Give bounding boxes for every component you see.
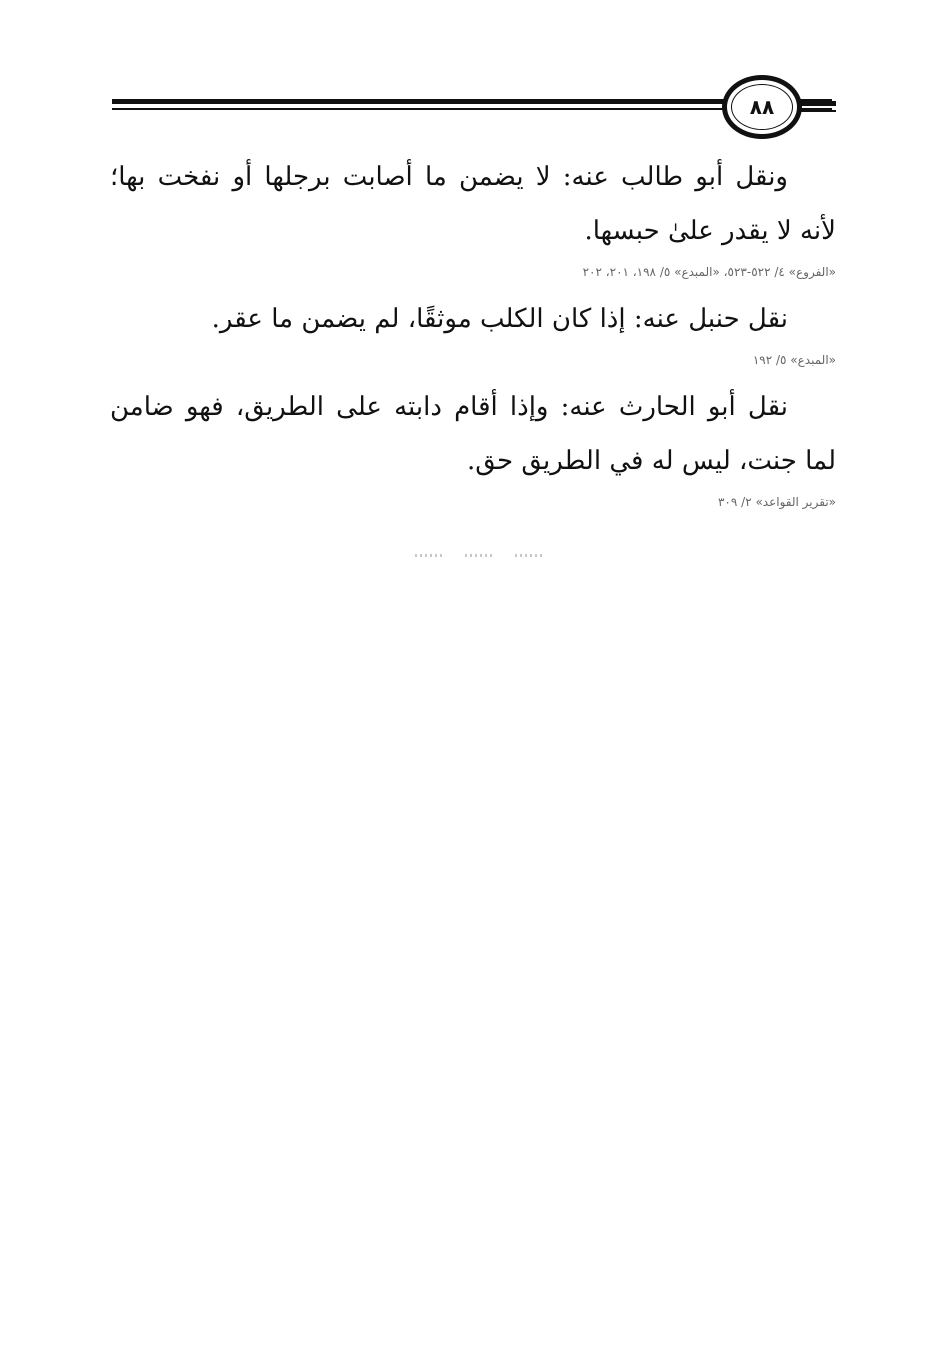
scan-speck [515, 554, 545, 557]
entry-text: نقل حنبل عنه: إذا كان الكلب موثقًا، لم يضمن ما عقر. [211, 304, 788, 334]
medallion-tail [800, 101, 836, 106]
medallion-tail-thin [800, 110, 836, 112]
main-content [110, 150, 836, 522]
entry-text: نقل أبو الحارث عنه: وإذا أقام دابته على الطريق، فهو ضامن لما جنت، ليس له في الطريق حق. [110, 392, 836, 476]
entry-source: «تقرير القواعد» ٢/ ٣٠٩ [717, 495, 836, 509]
scan-speck [415, 554, 445, 557]
scan-specks [390, 548, 570, 562]
entry-source: «الفروع» ٤/ ٥٢٢-٥٢٣، «المبدع» ٥/ ١٩٨، ٢٠١، ٢٠٢ [582, 265, 836, 279]
entry-source: «المبدع» ٥/ ١٩٢ [752, 353, 836, 367]
page-number-badge [722, 75, 802, 139]
page-number: ٨٨ [731, 84, 793, 130]
scan-speck [465, 554, 495, 557]
entry-text: ونقل أبو طالب عنه: لا يضمن ما أصابت برجلها أو نفخت بها؛ لأنه لا يقدر علىٰ حبسها. [110, 162, 836, 246]
